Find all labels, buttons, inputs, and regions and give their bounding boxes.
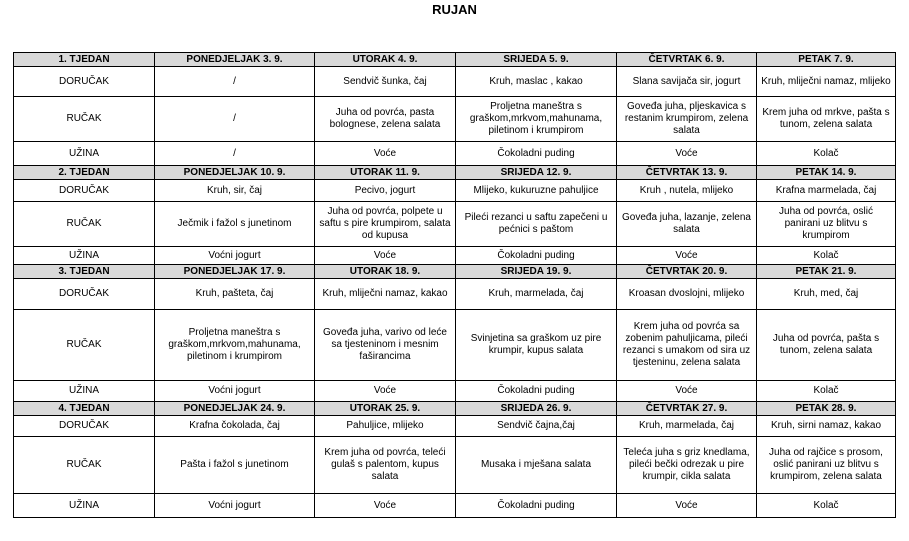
meal-cell: Kruh, maslac , kakao	[456, 67, 617, 97]
lunch-row	[14, 310, 896, 381]
meal-cell: Voće	[617, 494, 757, 518]
meal-cell: Pileći rezanci u saftu zapečeni u pećnici s paštom	[456, 202, 617, 247]
meal-cell: Krem juha od povrća, teleći gulaš s palentom, kupus salata	[315, 437, 456, 494]
menu-table	[13, 52, 896, 518]
meal-cell: Juha od povrća, polpete u saftu s pire krumpirom, salata od kupusa	[315, 202, 456, 247]
breakfast-row	[14, 180, 896, 202]
snack-row	[14, 381, 896, 402]
day-header: PONEDJELJAK 24. 9.	[155, 402, 315, 416]
week-label: 4. TJEDAN	[14, 402, 155, 416]
day-header: ČETVRTAK 20. 9.	[617, 265, 757, 279]
meal-cell: Musaka i mješana salata	[456, 437, 617, 494]
meal-cell: Kolač	[757, 247, 896, 265]
meal-cell: Ječmik i fažol s junetinom	[155, 202, 315, 247]
meal-cell: Goveđa juha, pljeskavica s restanim krumpirom, zelena salata	[617, 97, 757, 142]
day-header: PONEDJELJAK 3. 9.	[155, 53, 315, 67]
meal-cell: Goveđa juha, lazanje, zelena salata	[617, 202, 757, 247]
day-header: SRIJEDA 26. 9.	[456, 402, 617, 416]
meal-cell: Voćni jogurt	[155, 247, 315, 265]
meal-cell: Kolač	[757, 381, 896, 402]
breakfast-row	[14, 279, 896, 310]
day-header: UTORAK 4. 9.	[315, 53, 456, 67]
week-header-row	[14, 402, 896, 416]
day-header: PONEDJELJAK 10. 9.	[155, 166, 315, 180]
day-header: PETAK 7. 9.	[757, 53, 896, 67]
meal-cell: Krafna čokolada, čaj	[155, 416, 315, 437]
meal-cell: Proljetna maneštra s graškom,mrkvom,mahunama, piletinom i krumpirom	[155, 310, 315, 381]
meal-cell: Kroasan dvoslojni, mlijeko	[617, 279, 757, 310]
meal-cell: Teleća juha s griz knedlama, pileći bečki odrezak u pire krumpir, cikla salata	[617, 437, 757, 494]
meal-cell: Voće	[617, 142, 757, 166]
meal-cell: Voćni jogurt	[155, 494, 315, 518]
meal-label: RUČAK	[14, 202, 155, 247]
meal-cell: Goveđa juha, varivo od leće sa tjesteninom i mesnim faširancima	[315, 310, 456, 381]
breakfast-row	[14, 67, 896, 97]
week-label: 1. TJEDAN	[14, 53, 155, 67]
week-header-row	[14, 166, 896, 180]
lunch-row	[14, 97, 896, 142]
snack-row	[14, 494, 896, 518]
day-header: PETAK 28. 9.	[757, 402, 896, 416]
meal-cell: /	[155, 142, 315, 166]
meal-label: DORUČAK	[14, 67, 155, 97]
meal-cell: Kruh , nutela, mlijeko	[617, 180, 757, 202]
day-header: ČETVRTAK 13. 9.	[617, 166, 757, 180]
meal-cell: Sendvič šunka, čaj	[315, 67, 456, 97]
week-label: 2. TJEDAN	[14, 166, 155, 180]
meal-cell: Kruh, mliječni namaz, kakao	[315, 279, 456, 310]
lunch-row	[14, 202, 896, 247]
meal-cell: Kruh, marmelada, čaj	[456, 279, 617, 310]
meal-label: RUČAK	[14, 310, 155, 381]
day-header: PETAK 21. 9.	[757, 265, 896, 279]
meal-cell: Mlijeko, kukuruzne pahuljice	[456, 180, 617, 202]
day-header: UTORAK 11. 9.	[315, 166, 456, 180]
meal-cell: Pašta i fažol s junetinom	[155, 437, 315, 494]
meal-cell: Kolač	[757, 494, 896, 518]
meal-label: UŽINA	[14, 381, 155, 402]
meal-cell: Čokoladni puding	[456, 381, 617, 402]
meal-label: DORUČAK	[14, 279, 155, 310]
meal-cell: Čokoladni puding	[456, 494, 617, 518]
meal-cell: Čokoladni puding	[456, 247, 617, 265]
meal-cell: Krem juha od mrkve, pašta s tunom, zelena salata	[757, 97, 896, 142]
meal-cell: Čokoladni puding	[456, 142, 617, 166]
meal-cell: Slana savijača sir, jogurt	[617, 67, 757, 97]
meal-cell: Voće	[315, 142, 456, 166]
day-header: SRIJEDA 12. 9.	[456, 166, 617, 180]
meal-cell: Juha od povrća, pašta s tunom, zelena salata	[757, 310, 896, 381]
meal-cell: Juha od povrća, oslić panirani uz blitvu s krumpirom	[757, 202, 896, 247]
day-header: UTORAK 25. 9.	[315, 402, 456, 416]
meal-cell: Proljetna maneštra s graškom,mrkvom,mahunama, piletinom i krumpirom	[456, 97, 617, 142]
meal-label: UŽINA	[14, 142, 155, 166]
meal-cell: Pecivo, jogurt	[315, 180, 456, 202]
day-header: ČETVRTAK 6. 9.	[617, 53, 757, 67]
meal-label: DORUČAK	[14, 180, 155, 202]
meal-cell: Sendvič čajna,čaj	[456, 416, 617, 437]
meal-label: UŽINA	[14, 247, 155, 265]
day-header: PETAK 14. 9.	[757, 166, 896, 180]
meal-cell: Pahuljice, mlijeko	[315, 416, 456, 437]
meal-cell: Kruh, sir, čaj	[155, 180, 315, 202]
meal-cell: Voće	[617, 381, 757, 402]
day-header: UTORAK 18. 9.	[315, 265, 456, 279]
meal-label: DORUČAK	[14, 416, 155, 437]
meal-cell: Kruh, pašteta, čaj	[155, 279, 315, 310]
breakfast-row	[14, 416, 896, 437]
lunch-row	[14, 437, 896, 494]
meal-cell: Juha od rajčice s prosom, oslić panirani uz blitvu s krumpirom, zelena salata	[757, 437, 896, 494]
meal-cell: Voće	[315, 381, 456, 402]
day-header: PONEDJELJAK 17. 9.	[155, 265, 315, 279]
snack-row	[14, 142, 896, 166]
week-header-row	[14, 53, 896, 67]
meal-cell: Voće	[315, 247, 456, 265]
meal-cell: Svinjetina sa graškom uz pire krumpir, kupus salata	[456, 310, 617, 381]
meal-cell: Voće	[315, 494, 456, 518]
day-header: ČETVRTAK 27. 9.	[617, 402, 757, 416]
meal-label: UŽINA	[14, 494, 155, 518]
meal-cell: /	[155, 97, 315, 142]
meal-cell: Kruh, mliječni namaz, mlijeko	[757, 67, 896, 97]
day-header: SRIJEDA 5. 9.	[456, 53, 617, 67]
meal-cell: Voće	[617, 247, 757, 265]
meal-cell: Kolač	[757, 142, 896, 166]
meal-label: RUČAK	[14, 97, 155, 142]
meal-cell: Kruh, sirni namaz, kakao	[757, 416, 896, 437]
meal-cell: Juha od povrća, pasta bolognese, zelena salata	[315, 97, 456, 142]
meal-cell: Kruh, med, čaj	[757, 279, 896, 310]
page-title: RUJAN	[432, 2, 477, 17]
day-header: SRIJEDA 19. 9.	[456, 265, 617, 279]
meal-cell: Kruh, marmelada, čaj	[617, 416, 757, 437]
week-label: 3. TJEDAN	[14, 265, 155, 279]
week-header-row	[14, 265, 896, 279]
meal-cell: Voćni jogurt	[155, 381, 315, 402]
meal-cell: Krem juha od povrća sa zobenim pahuljicama, pileći rezanci s umakom od sira uz tjesteninu, zelena salata	[617, 310, 757, 381]
meal-cell: Krafna marmelada, čaj	[757, 180, 896, 202]
meal-cell: /	[155, 67, 315, 97]
snack-row	[14, 247, 896, 265]
meal-label: RUČAK	[14, 437, 155, 494]
